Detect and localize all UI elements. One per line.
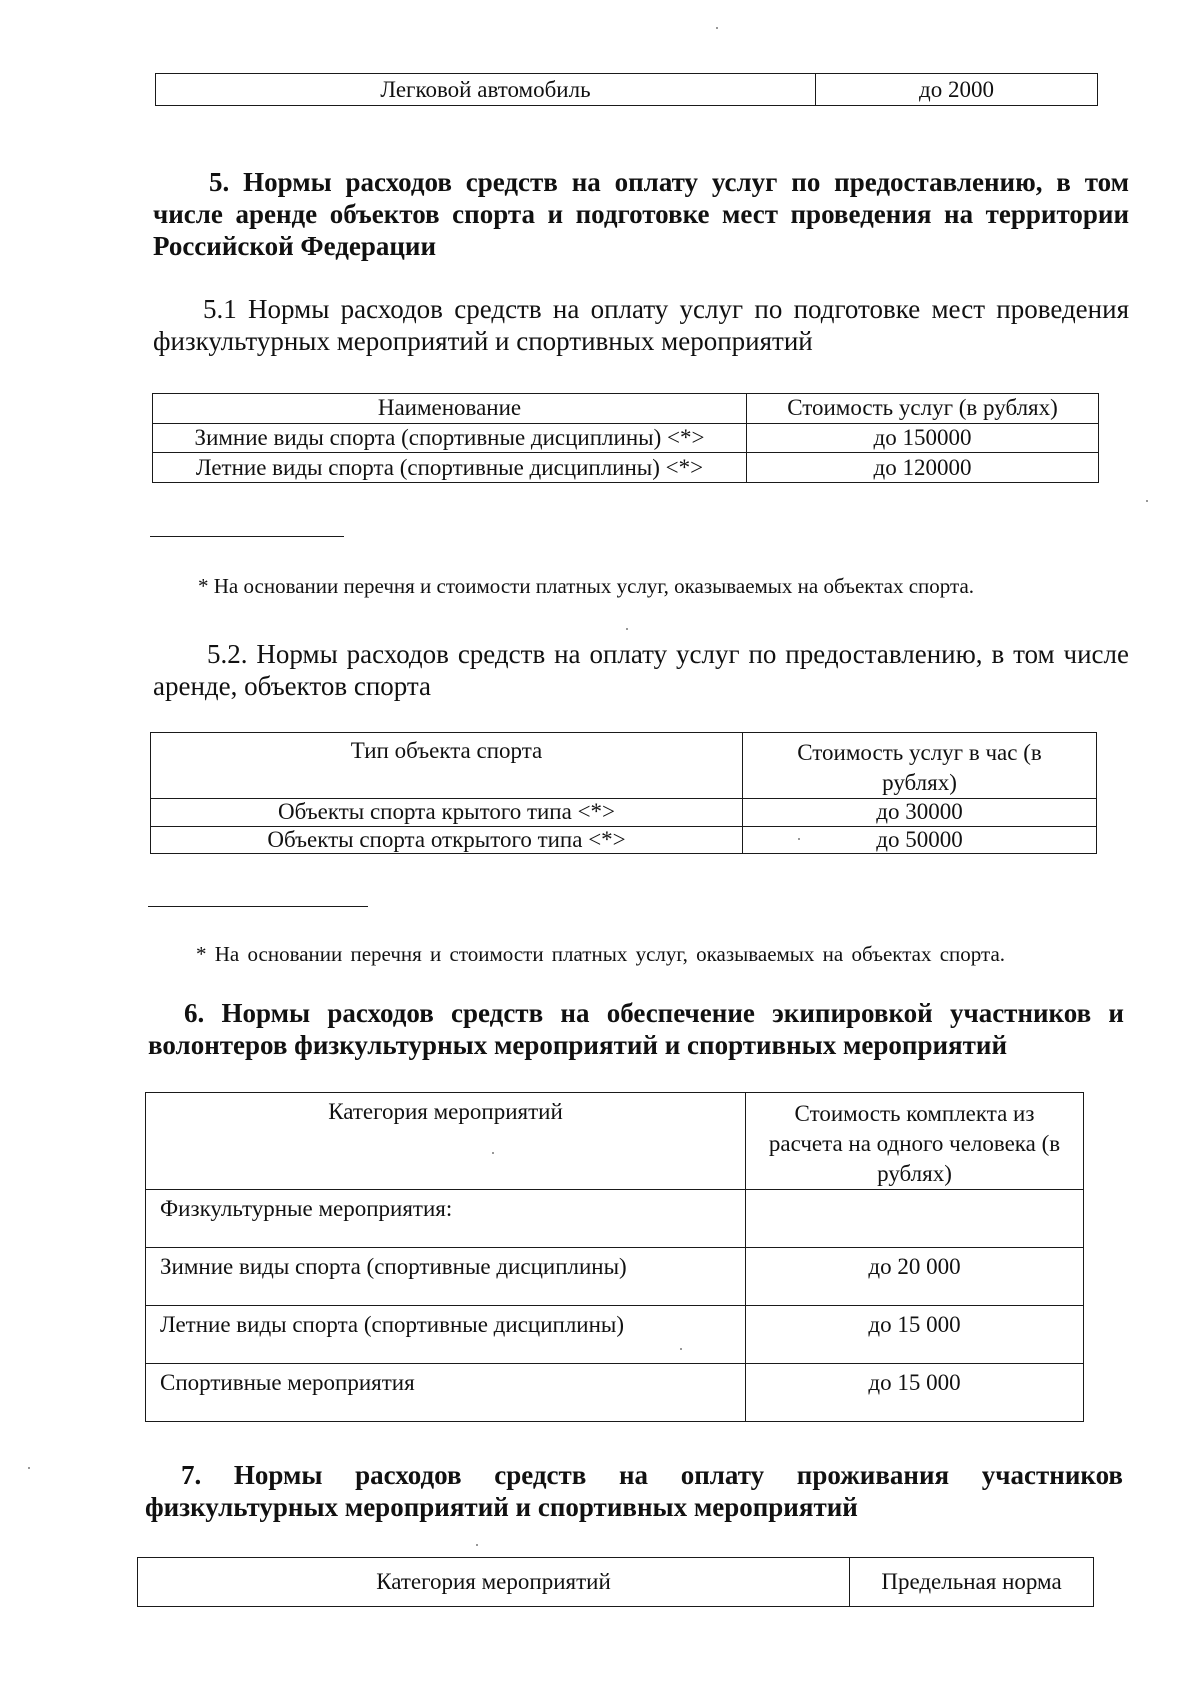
footnote: * На основании перечня и стоимости платных услуг, оказываемых на объектах спорта.	[196, 942, 1006, 966]
table-row	[153, 423, 1099, 453]
table-cell: Физкультурные мероприятия:	[146, 1190, 746, 1248]
table-header-row	[138, 1558, 1094, 1607]
table-cell: до 15 000	[746, 1306, 1084, 1364]
table-row	[146, 1306, 1084, 1364]
table-cell: Легковой автомобиль	[156, 74, 816, 106]
table-header-row	[153, 394, 1099, 424]
scan-speck	[626, 628, 628, 630]
table-cell: Зимние виды спорта (спортивные дисциплины) <*>	[153, 423, 747, 453]
venue-preparation-table	[152, 393, 1099, 483]
footnote-separator	[148, 906, 368, 907]
scan-speck	[28, 1467, 30, 1469]
column-header: Категория мероприятий	[138, 1558, 850, 1607]
table-cell: Летние виды спорта (спортивные дисциплины)	[146, 1306, 746, 1364]
table-header-row	[151, 733, 1097, 799]
footnote: * На основании перечня и стоимости платных услуг, оказываемых на объектах спорта.	[198, 574, 975, 598]
section-7-heading: 7. Нормы расходов средств на оплату проживания участников физкультурных мероприятий и спортивных мероприятий	[145, 1460, 1123, 1522]
scan-speck	[716, 27, 718, 29]
equipment-table	[145, 1092, 1084, 1422]
table-row	[146, 1364, 1084, 1422]
table-cell: до 15 000	[746, 1364, 1084, 1422]
table-row	[146, 1190, 1084, 1248]
table-cell: Зимние виды спорта (спортивные дисциплины)	[146, 1248, 746, 1306]
column-header: Стоимость комплекта из расчета на одного человека (в рублях)	[746, 1093, 1084, 1190]
table-cell: до 50000	[743, 826, 1097, 854]
table-cell: до 2000	[816, 74, 1098, 106]
column-header: Тип объекта спорта	[151, 733, 743, 799]
table-cell	[746, 1190, 1084, 1248]
table-row	[156, 74, 1098, 106]
table-cell: Объекты спорта открытого типа <*>	[151, 826, 743, 854]
table-cell: Летние виды спорта (спортивные дисциплины) <*>	[153, 453, 747, 483]
section-5-2-paragraph: 5.2. Нормы расходов средств на оплату услуг по предоставлению, в том числе аренде, объектов спорта	[153, 639, 1129, 701]
accommodation-table	[137, 1557, 1094, 1607]
venue-rental-table	[150, 732, 1097, 854]
scan-speck	[1146, 500, 1148, 502]
table-header-row	[146, 1093, 1084, 1190]
section-5-1-paragraph: 5.1 Нормы расходов средств на оплату услуг по подготовке мест проведения физкультурных мероприятий и спортивных мероприятий	[153, 294, 1129, 356]
table-row	[151, 799, 1097, 827]
footnote-separator	[150, 536, 344, 537]
table-cell: до 150000	[747, 423, 1099, 453]
table-cell: Объекты спорта крытого типа <*>	[151, 799, 743, 827]
column-header: Стоимость услуг (в рублях)	[747, 394, 1099, 424]
table-row	[146, 1248, 1084, 1306]
section-6-heading: 6. Нормы расходов средств на обеспечение экипировкой участников и волонтеров физкультурных мероприятий и спортивных мероприятий	[148, 998, 1124, 1060]
table-row	[153, 453, 1099, 483]
scan-speck	[476, 1544, 478, 1546]
column-header: Предельная норма	[850, 1558, 1094, 1607]
table-cell: Спортивные мероприятия	[146, 1364, 746, 1422]
column-header: Стоимость услуг в час (в рублях)	[743, 733, 1097, 799]
table-cell: до 20 000	[746, 1248, 1084, 1306]
section-5-heading: 5. Нормы расходов средств на оплату услуг по предоставлению, в том числе аренде объектов спорта и подготовке мест проведения на территории Российской Федерации	[153, 167, 1129, 261]
table-row	[151, 826, 1097, 854]
table-cell: до 30000	[743, 799, 1097, 827]
column-header: Категория мероприятий	[146, 1093, 746, 1190]
vehicle-table	[155, 73, 1098, 106]
table-cell: до 120000	[747, 453, 1099, 483]
column-header: Наименование	[153, 394, 747, 424]
